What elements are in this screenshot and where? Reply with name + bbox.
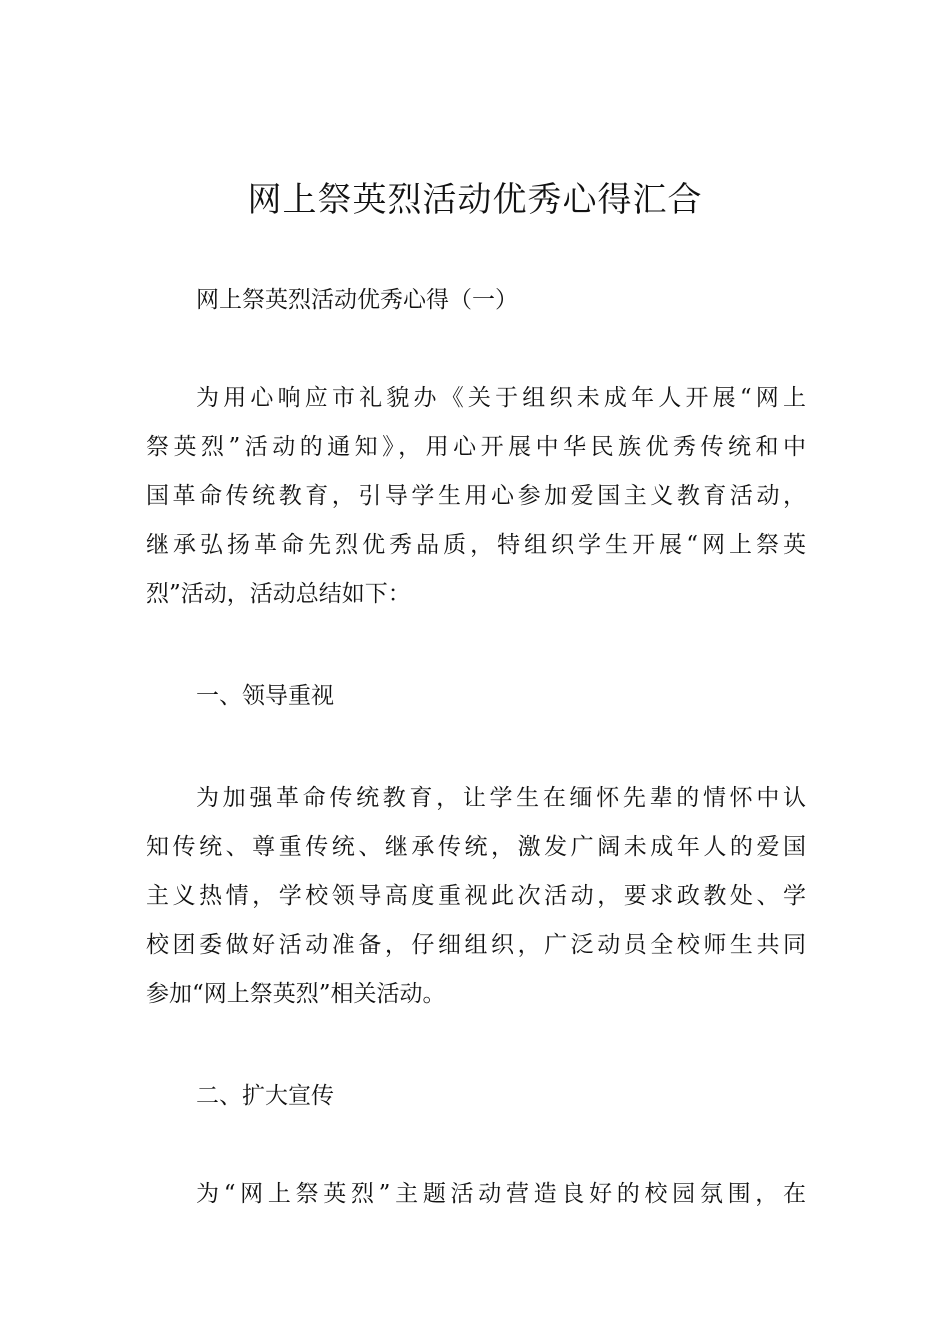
paragraph-line: 知传统、尊重传统、继承传统，激发广阔未成年人的爱国 <box>146 834 806 860</box>
paragraph-line: 烈”活动，活动总结如下： <box>146 581 411 607</box>
paragraph-line: 为用心响应市礼貌办《关于组织未成年人开展“网上 <box>196 385 806 411</box>
paragraph-line: 为加强革命传统教育，让学生在缅怀先辈的情怀中认 <box>196 785 806 811</box>
document-subtitle: 网上祭英烈活动优秀心得（一） <box>196 287 518 313</box>
paragraph-line: 主义热情，学校领导高度重视此次活动，要求政教处、学 <box>146 883 806 909</box>
paragraph-line: 祭英烈”活动的通知》，用心开展中华民族优秀传统和中 <box>146 434 806 460</box>
document-title: 网上祭英烈活动优秀心得汇合 <box>247 180 703 220</box>
paragraph-line: 校团委做好活动准备，仔细组织，广泛动员全校师生共同 <box>146 932 806 958</box>
section-heading-leadership: 一、领导重视 <box>196 683 334 709</box>
section-heading-publicity: 二、扩大宣传 <box>196 1083 334 1109</box>
paragraph-intro <box>146 374 806 619</box>
paragraph-line: 为“网上祭英烈”主题活动营造良好的校园氛围，在 <box>196 1181 806 1207</box>
paragraph-line: 国革命传统教育，引导学生用心参加爱国主义教育活动， <box>146 483 806 509</box>
paragraph-leadership <box>146 774 806 1019</box>
paragraph-publicity <box>146 1170 806 1219</box>
paragraph-line: 继承弘扬革命先烈优秀品质，特组织学生开展“网上祭英 <box>146 532 806 558</box>
paragraph-line: 参加“网上祭英烈”相关活动。 <box>146 981 446 1007</box>
